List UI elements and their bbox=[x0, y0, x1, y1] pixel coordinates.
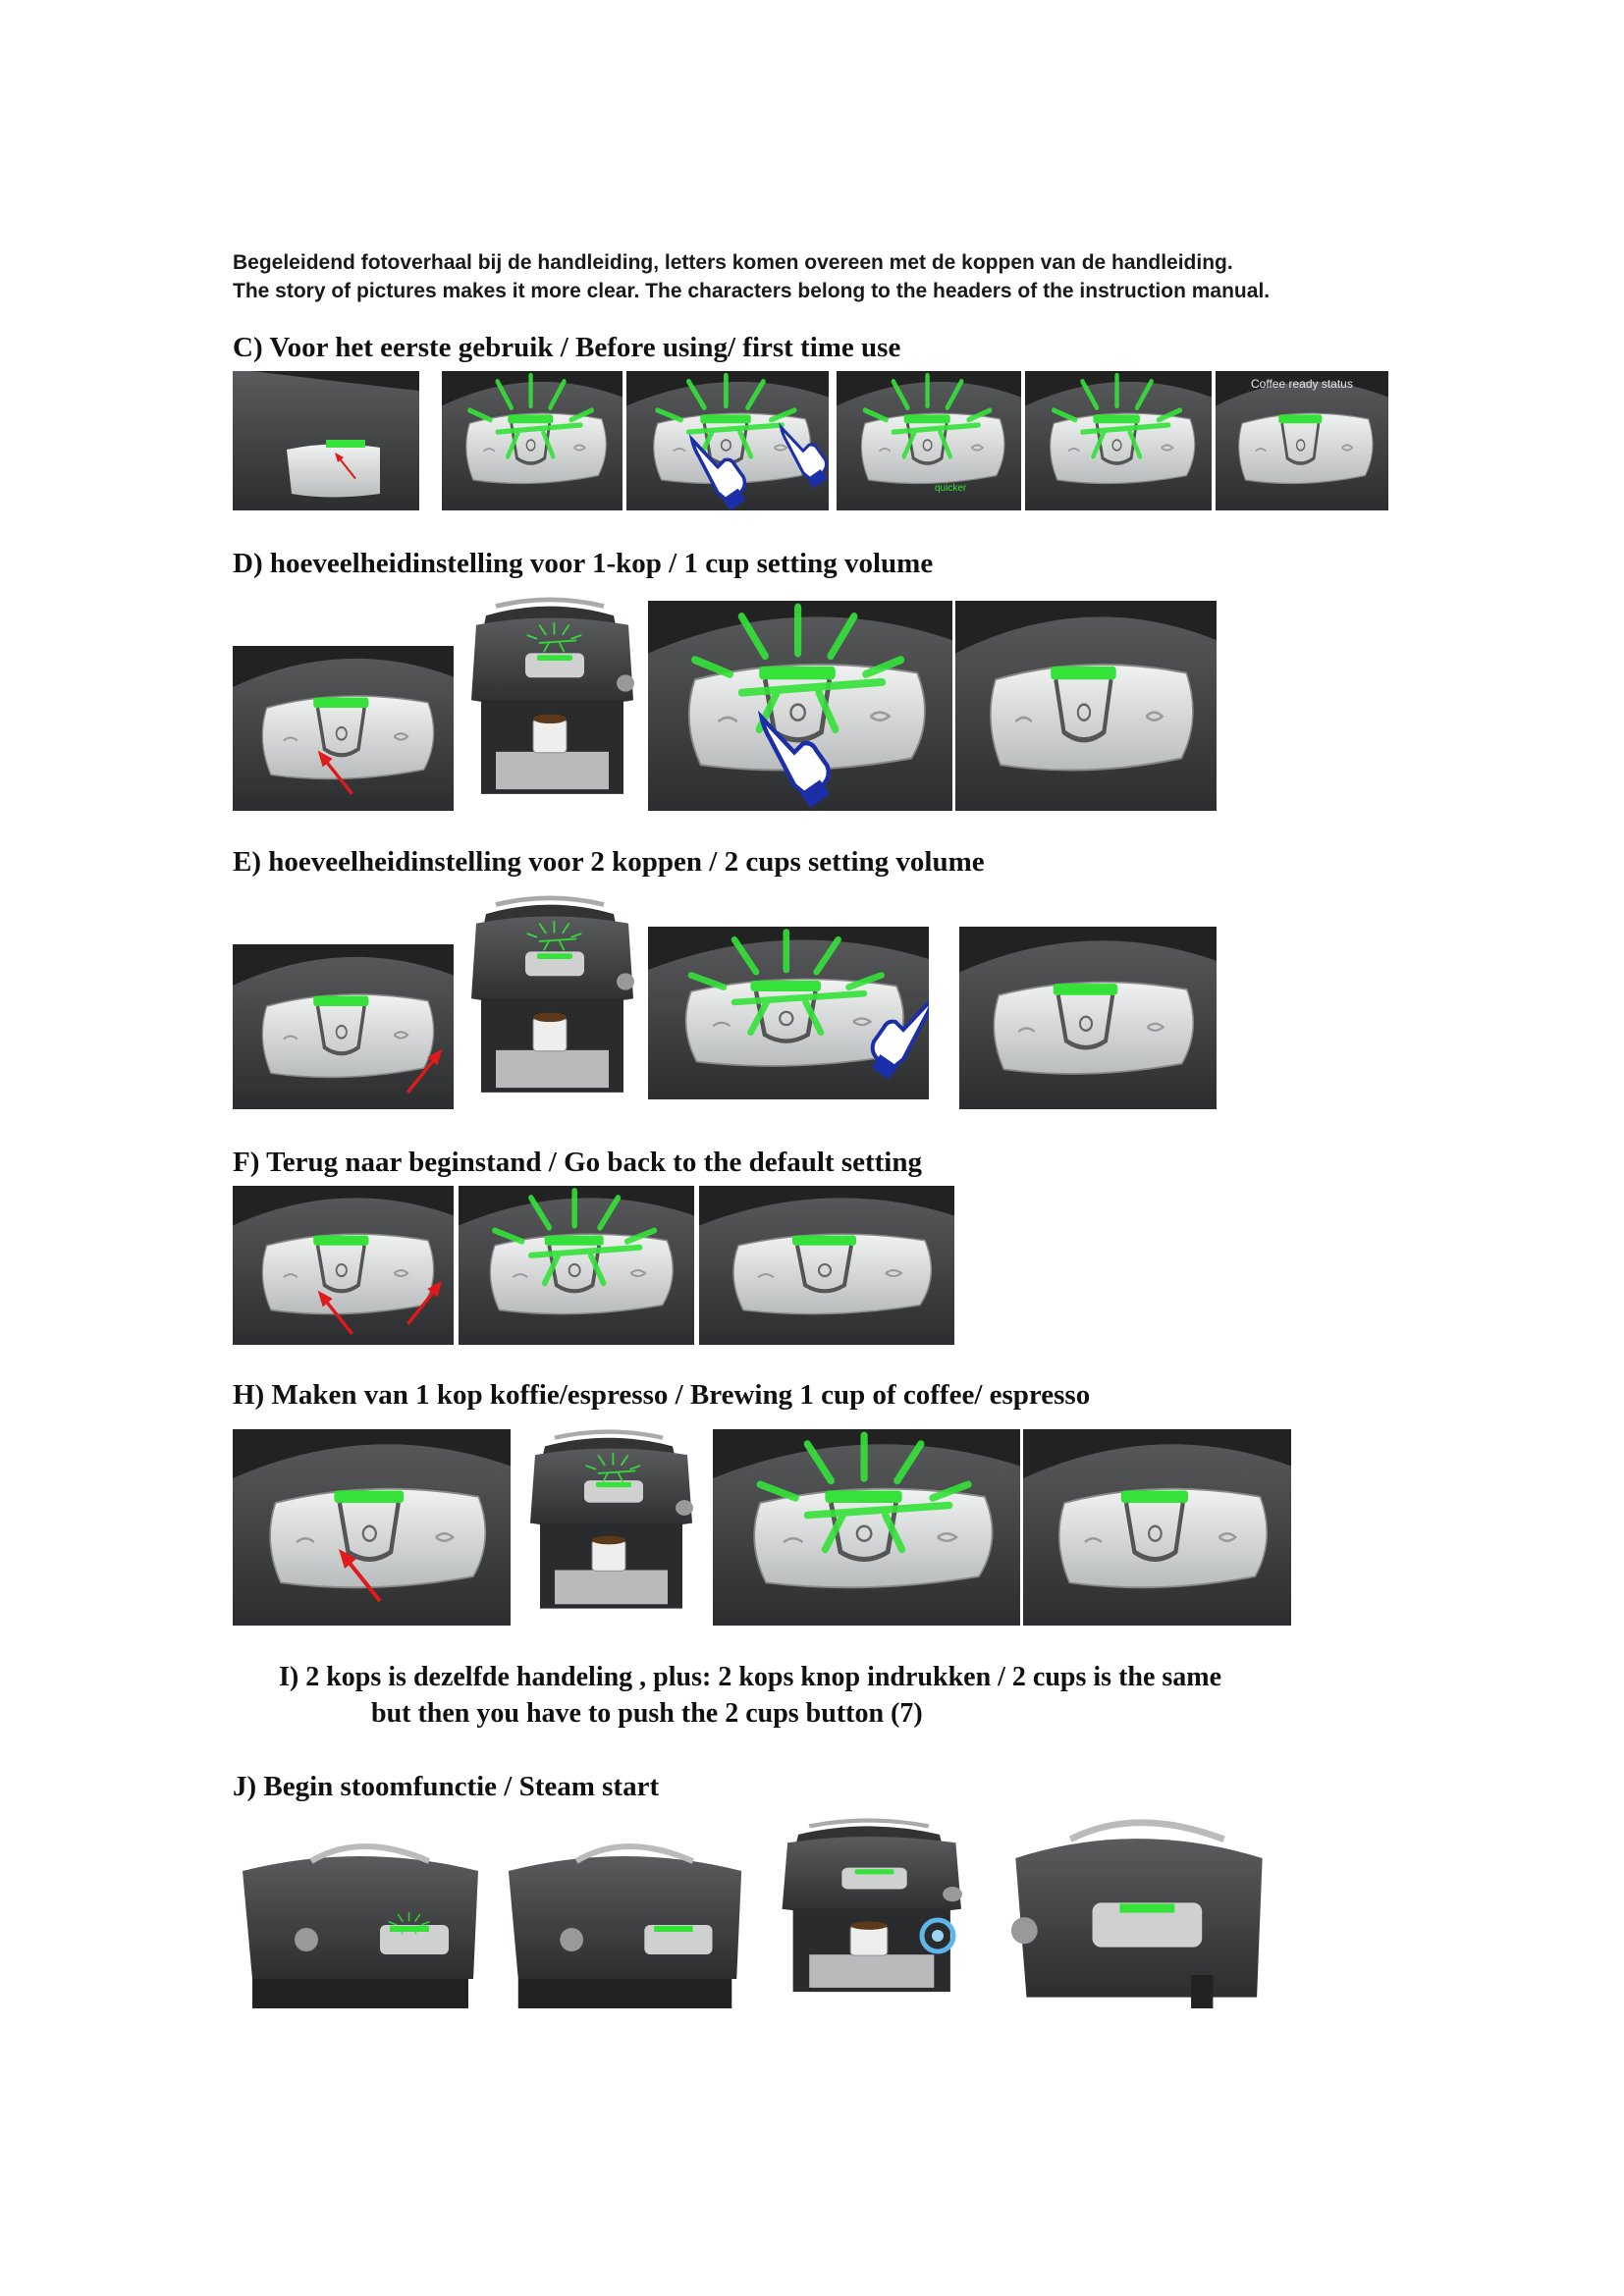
photo-e-machine bbox=[457, 895, 643, 1111]
photo-h-3 bbox=[713, 1429, 1020, 1626]
intro-line-dutch: Begeleidend fotoverhaal bij de handleiding, letters komen overeen met de koppen van de handleiding. bbox=[233, 251, 1233, 274]
intro-text bbox=[233, 248, 1470, 305]
note-line-2: but then you have to push the 2 cups button (7) bbox=[371, 1698, 923, 1729]
photo-h-machine bbox=[515, 1429, 702, 1626]
label-quicker: quicker bbox=[935, 483, 967, 494]
photo-j-3 bbox=[766, 1818, 972, 2008]
photo-c-2 bbox=[442, 371, 623, 510]
photo-j-2 bbox=[499, 1832, 756, 2008]
note-section-i bbox=[279, 1659, 1221, 1732]
photo-d-3 bbox=[648, 601, 952, 811]
photo-d-4 bbox=[955, 601, 1217, 811]
photo-e-4 bbox=[959, 927, 1217, 1109]
heading-section-h: H) Maken van 1 kop koffie/espresso / Brewing 1 cup of coffee/ espresso bbox=[233, 1379, 1091, 1411]
heading-section-d: D) hoeveelheidinstelling voor 1-kop / 1 cup setting volume bbox=[233, 548, 934, 579]
photo-e-3 bbox=[648, 927, 929, 1099]
photo-d-machine bbox=[457, 597, 643, 813]
photo-f-2 bbox=[459, 1186, 694, 1345]
photo-c-1 bbox=[233, 371, 419, 510]
photo-c-4 bbox=[837, 371, 1021, 510]
heading-section-f: F) Terug naar beginstand / Go back to the default setting bbox=[233, 1147, 922, 1178]
photo-f-1 bbox=[233, 1186, 454, 1345]
photo-d-1 bbox=[233, 646, 454, 811]
heading-section-c: C) Voor het eerste gebruik / Before using/ first time use bbox=[233, 332, 901, 363]
heading-section-e: E) hoeveelheidinstelling voor 2 koppen / 2 cups setting volume bbox=[233, 846, 985, 878]
photo-j-4 bbox=[994, 1808, 1284, 2008]
note-line-1: I) 2 kops is dezelfde handeling , plus: 2 kops knop indrukken / 2 cups is the same bbox=[279, 1662, 1222, 1692]
intro-line-english: The story of pictures makes it more clear. The characters belong to the headers of the instruction manual. bbox=[233, 280, 1271, 302]
photo-c-3 bbox=[626, 371, 829, 510]
label-coffee-ready-status: Coffee ready status bbox=[1251, 377, 1353, 391]
heading-section-j: J) Begin stoomfunctie / Steam start bbox=[233, 1771, 660, 1802]
photo-h-4 bbox=[1023, 1429, 1291, 1626]
photo-j-1 bbox=[233, 1832, 493, 2008]
photo-e-1 bbox=[233, 944, 454, 1109]
photo-f-3 bbox=[699, 1186, 954, 1345]
photo-h-1 bbox=[233, 1429, 511, 1626]
photo-c-5 bbox=[1025, 371, 1212, 510]
photo-c-6 bbox=[1216, 371, 1388, 510]
